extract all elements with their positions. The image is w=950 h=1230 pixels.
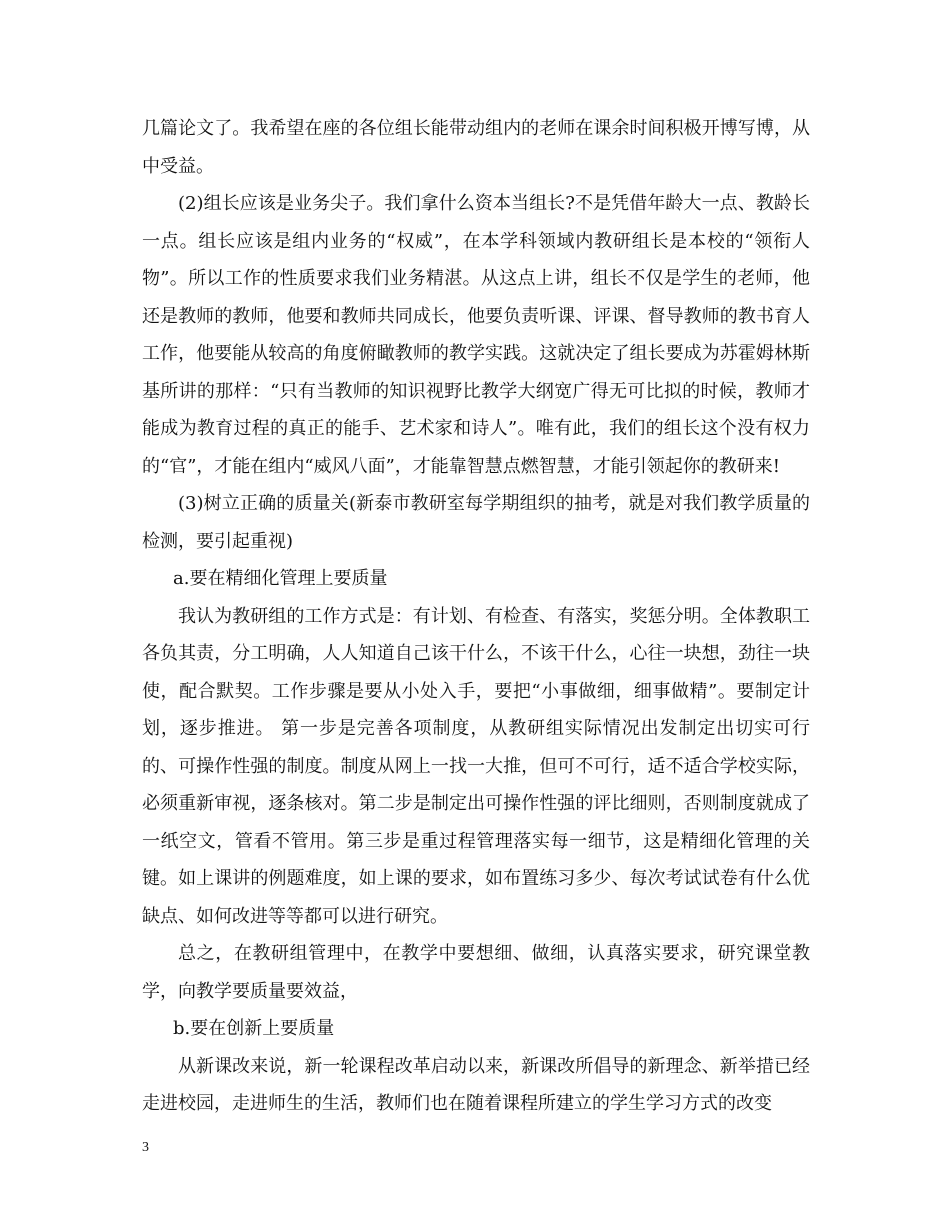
- paragraph-4: 我认为教研组的工作方式是：有计划、有检查、有落实，奖惩分明。全体教职工各负其责，分工明确，人人知道自己该干什么，不该干什么，心往一块想，劲往一块使，配合默契。工作步骤是要从小处入手，要把“小事做细，细事做精”。要制定计划，逐步推进。 第一步是完善各项制度，从教研组实际情况出发制定出切实可行的、可操作性强的制度。制度从网上一找一大推，但可不可行，适不适合学校实际，必须重新审视，逐条核对。第二步是制定出可操作性强的评比细则，否则制度就成了一纸空文，管看不管用。第三步是重过程管理落实每一细节，这是精细化管理的关键。如上课讲的例题难度，如上课的要求，如布置练习多少、每次考试试卷有什么优缺点、如何改进等等都可以进行研究。: [142, 605, 810, 927]
- page-number: 3: [142, 1140, 149, 1155]
- subheading-a: a.要在精细化管理上要质量: [173, 568, 388, 589]
- paragraph-6: 从新课改来说，新一轮课程改革启动以来，新课改所倡导的新理念、新举措已经走进校园，走进师生的生活，教师们也在随着课程所建立的学生学习方式的改变: [142, 1055, 810, 1114]
- subheading-b: b.要在创新上要质量: [173, 1018, 335, 1039]
- paragraph-2: (2)组长应该是业务尖子。我们拿什么资本当组长?不是凭借年龄大一点、教龄长一点。组长应该是组内业务的“权威”，在本学科领域内教研组长是本校的“领衔人物”。所以工作的性质要求我们业务精湛。从这点上讲，组长不仅是学生的老师，他还是教师的教师，他要和教师共同成长，他要负责听课、评课、督导教师的教书育人工作，他要能从较高的角度俯瞰教师的教学实践。这就决定了组长要成为苏霍姆林斯基所讲的那样：“只有当教师的知识视野比教学大纲宽广得无可比拟的时候，教师才能成为教育过程的真正的能手、艺术家和诗人”。唯有此，我们的组长这个没有权力的“官”，才能在组内“威风八面”，才能靠智慧点燃智慧，才能引领起你的教研来!: [142, 193, 810, 477]
- document-body: [142, 110, 810, 1123]
- paragraph-5: 总之，在教研组管理中，在教学中要想细、做细，认真落实要求，研究课堂教学，向教学要质量要效益，: [142, 943, 810, 1002]
- paragraph-3: (3)树立正确的质量关(新泰市教研室每学期组织的抽考，就是对我们教学质量的检测，要引起重视): [142, 493, 810, 552]
- paragraph-1: 几篇论文了。我希望在座的各位组长能带动组内的老师在课余时间积极开博写博，从中受益。: [142, 118, 810, 177]
